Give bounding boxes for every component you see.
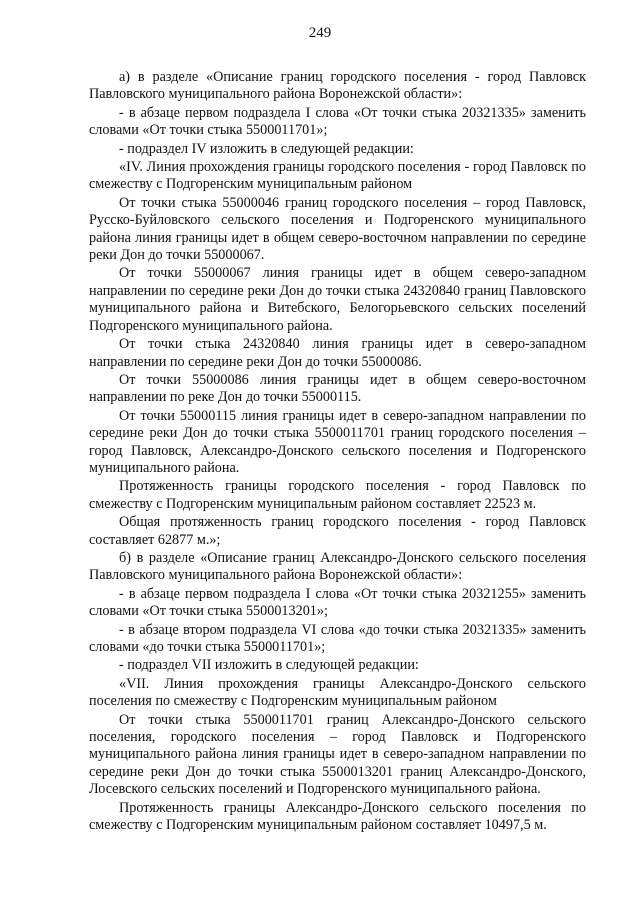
paragraph: От точки стыка 5500011701 границ Александро-Донского сельского поселения, городского поселения – город Павловск и Подгоренского муниципального района линия границы идет в северо-западном направлении по середине реки Дон до точки стыка 5500013201 границ Александро-Донского, Лосевского сельских поселений и Подгоренского муниципального района. — [89, 711, 586, 798]
paragraph: - в абзаце первом подраздела I слова «От точки стыка 20321255» заменить словами «От точки стыка 5500013201»; — [89, 585, 586, 620]
paragraph: - в абзаце первом подраздела I слова «От точки стыка 20321335» заменить словами «От точки стыка 5500011701»; — [89, 104, 586, 139]
body-text — [89, 69, 586, 835]
page-number: 249 — [308, 25, 332, 41]
paragraph: - в абзаце втором подраздела VI слова «до точки стыка 20321335» заменить словами «до точки стыка 5500011701»; — [89, 621, 586, 655]
paragraph: - подраздел IV изложить в следующей редакции: — [119, 140, 414, 157]
paragraph: От точки стыка 55000046 границ городского поселения – город Павловск, Русско-Буйловского сельского поселения и Подгоренского муниципального района линия границы идет в общем северо-восточном направлении по середине реки Дон до точки 55000067. — [89, 194, 586, 264]
paragraph: «IV. Линия прохождения границы городского поселения - город Павловск по смежеству с Подгоренским муниципальным районом — [89, 159, 586, 193]
paragraph: От точки стыка 24320840 линия границы идет в северо-западном направлении по середине реки Дон до точки 55000086. — [89, 336, 586, 370]
paragraph: - подраздел VII изложить в следующей редакции: — [119, 657, 419, 674]
paragraph: От точки 55000067 линия границы идет в общем северо-западном направлении по середине реки Дон до точки стыка 24320840 границ Павловского муниципального района и Витебского, Белогорьевского сельских поселений Подгоренского муниципального района. — [89, 265, 586, 334]
paragraph: а) в разделе «Описание границ городского поселения - город Павловск Павловского муниципального района Воронежской области»: — [89, 69, 586, 103]
paragraph: От точки 55000115 линия границы идет в северо-западном направлении по середине реки Дон до точки стыка 5500011701 границ городского поселения – город Павловск, Александро-Донского сельского поселения и Подгоренского муниципального района. — [89, 407, 586, 476]
paragraph: Общая протяженность границ городского поселения - город Павловск составляет 62877 м.»; — [89, 514, 586, 548]
paragraph: «VII. Линия прохождения границы Александро-Донского сельского поселения по смежеству с Подгоренским муниципальным районом — [89, 675, 586, 710]
paragraph: Протяженность границы городского поселения - город Павловск по смежеству с Подгоренским муниципальным районом составляет 22523 м. — [89, 478, 586, 512]
paragraph: б) в разделе «Описание границ Александро-Донского сельского поселения Павловского муниципального района Воронежской области»: — [89, 549, 586, 584]
paragraph: Протяженность границы Александро-Донского сельского поселения по смежеству с Подгоренским муниципальным районом составляет 10497,5 м. — [89, 799, 586, 834]
paragraph: От точки 55000086 линия границы идет в общем северо-восточном направлении по реке Дон до точки 55000115. — [89, 371, 586, 406]
